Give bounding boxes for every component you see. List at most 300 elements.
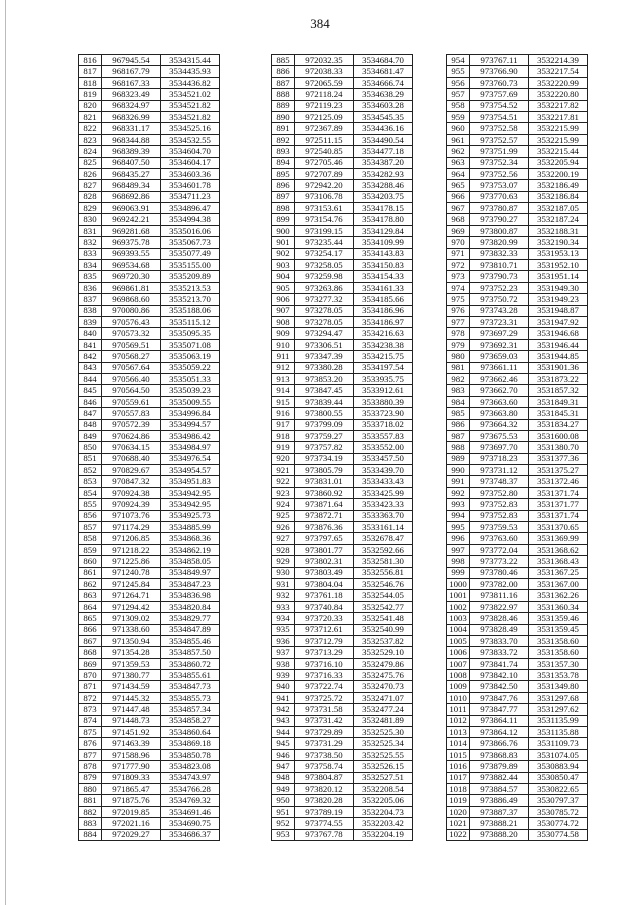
x-coordinate-cell: 969375.78 [102,237,161,248]
table-row [447,738,588,749]
y-coordinate-cell: 3530797.37 [529,795,588,806]
y-coordinate-cell: 3534601.78 [161,180,220,191]
table-row [447,647,588,658]
y-coordinate-cell: 3534984.97 [161,442,220,453]
table-row [79,385,220,396]
y-coordinate-cell: 3532215.99 [529,123,588,134]
y-coordinate-cell: 3532204.73 [354,806,413,817]
x-coordinate-cell: 973757.82 [295,442,354,453]
x-coordinate-cell: 973754.51 [470,111,529,122]
y-coordinate-cell: 3534743.97 [161,772,220,783]
y-coordinate-cell: 3534860.64 [161,727,220,738]
point-number-cell: 866 [79,624,102,635]
y-coordinate-cell: 3531349.80 [529,681,588,692]
point-number-cell: 1017 [447,772,470,783]
table-row [447,806,588,817]
point-number-cell: 848 [79,419,102,430]
y-coordinate-cell: 3530850.47 [529,772,588,783]
y-coordinate-cell: 3532477.24 [354,704,413,715]
x-coordinate-cell: 973800.55 [295,408,354,419]
x-coordinate-cell: 971451.92 [102,727,161,738]
point-number-cell: 858 [79,533,102,544]
x-coordinate-cell: 969242.21 [102,214,161,225]
y-coordinate-cell: 3531109.73 [529,738,588,749]
x-coordinate-cell: 973760.73 [470,77,529,88]
table-row [447,681,588,692]
y-coordinate-cell: 3531946.44 [529,339,588,350]
table-row [447,601,588,612]
x-coordinate-cell: 973712.61 [295,624,354,635]
point-number-cell: 905 [272,282,295,293]
y-coordinate-cell: 3535051.33 [161,373,220,384]
y-coordinate-cell: 3534666.74 [354,77,413,88]
point-number-cell: 890 [272,111,295,122]
x-coordinate-cell: 972942.20 [295,180,354,191]
point-number-cell: 894 [272,157,295,168]
point-number-cell: 995 [447,522,470,533]
x-coordinate-cell: 973879.89 [470,761,529,772]
table-row [447,829,588,840]
y-coordinate-cell: 3531297.68 [529,692,588,703]
x-coordinate-cell: 969868.60 [102,294,161,305]
point-number-cell: 984 [447,396,470,407]
table-row [447,624,588,635]
x-coordinate-cell: 973380.28 [295,362,354,373]
x-coordinate-cell: 970688.40 [102,453,161,464]
y-coordinate-cell: 3532526.15 [354,761,413,772]
table-row [79,647,220,658]
point-number-cell: 963 [447,157,470,168]
y-coordinate-cell: 3532529.10 [354,647,413,658]
y-coordinate-cell: 3531371.74 [529,510,588,521]
table-row [272,77,413,88]
table-row [79,362,220,373]
point-number-cell: 1004 [447,624,470,635]
point-number-cell: 898 [272,203,295,214]
table-row [447,339,588,350]
point-number-cell: 1008 [447,670,470,681]
table-row [272,89,413,100]
table-row [272,191,413,202]
table-row [447,795,588,806]
x-coordinate-cell: 970566.40 [102,373,161,384]
y-coordinate-cell: 3534925.73 [161,510,220,521]
table-row [79,465,220,476]
y-coordinate-cell: 3531901.36 [529,362,588,373]
point-number-cell: 868 [79,647,102,658]
y-coordinate-cell: 3532187.24 [529,214,588,225]
x-coordinate-cell: 973306.51 [295,339,354,350]
point-number-cell: 883 [79,818,102,829]
x-coordinate-cell: 971218.22 [102,544,161,555]
x-coordinate-cell: 973154.76 [295,214,354,225]
y-coordinate-cell: 3532217.54 [529,66,588,77]
table-row [447,578,588,589]
point-number-cell: 911 [272,351,295,362]
y-coordinate-cell: 3531949.30 [529,282,588,293]
table-row [79,544,220,555]
table-row [272,282,413,293]
y-coordinate-cell: 3534896.47 [161,203,220,214]
point-number-cell: 921 [272,465,295,476]
x-coordinate-cell: 972125.09 [295,111,354,122]
x-coordinate-cell: 973713.29 [295,647,354,658]
y-coordinate-cell: 3532525.34 [354,738,413,749]
binding-edge-line [5,0,6,905]
x-coordinate-cell: 973754.52 [470,100,529,111]
x-coordinate-cell: 971206.85 [102,533,161,544]
table-row [79,556,220,567]
x-coordinate-cell: 973804.87 [295,772,354,783]
table-row [447,55,588,66]
table-row [79,578,220,589]
table-row [447,487,588,498]
x-coordinate-cell: 970634.15 [102,442,161,453]
y-coordinate-cell: 3534850.78 [161,749,220,760]
table-row [79,419,220,430]
y-coordinate-cell: 3534686.37 [161,829,220,840]
table-row [272,647,413,658]
table-row [79,396,220,407]
y-coordinate-cell: 3531949.23 [529,294,588,305]
y-coordinate-cell: 3531375.27 [529,465,588,476]
x-coordinate-cell: 973839.44 [295,396,354,407]
table-row [447,704,588,715]
point-number-cell: 875 [79,727,102,738]
y-coordinate-cell: 3534315.44 [161,55,220,66]
table-row [447,430,588,441]
table-row [447,818,588,829]
table-row [79,123,220,134]
table-row [272,373,413,384]
table-row [79,111,220,122]
table-row [272,715,413,726]
point-number-cell: 882 [79,806,102,817]
y-coordinate-cell: 3534532.55 [161,134,220,145]
x-coordinate-cell: 973868.83 [470,749,529,760]
table-row [447,362,588,373]
point-number-cell: 830 [79,214,102,225]
point-number-cell: 855 [79,499,102,510]
y-coordinate-cell: 3532542.77 [354,601,413,612]
x-coordinate-cell: 971875.76 [102,795,161,806]
x-coordinate-cell: 969281.68 [102,225,161,236]
point-number-cell: 941 [272,692,295,703]
table-row [272,294,413,305]
point-number-cell: 953 [272,829,295,840]
x-coordinate-cell: 973761.18 [295,590,354,601]
y-coordinate-cell: 3532556.81 [354,567,413,578]
table-row [79,715,220,726]
x-coordinate-cell: 973797.65 [295,533,354,544]
point-number-cell: 907 [272,305,295,316]
table-row [272,430,413,441]
x-coordinate-cell: 971588.96 [102,749,161,760]
point-number-cell: 824 [79,146,102,157]
y-coordinate-cell: 3534435.93 [161,66,220,77]
point-number-cell: 1022 [447,829,470,840]
y-coordinate-cell: 3534829.77 [161,613,220,624]
table-row [272,635,413,646]
x-coordinate-cell: 973752.80 [470,487,529,498]
point-number-cell: 1013 [447,727,470,738]
x-coordinate-cell: 973842.10 [470,670,529,681]
y-coordinate-cell: 3531368.43 [529,556,588,567]
table-row [272,260,413,271]
point-number-cell: 912 [272,362,295,373]
point-number-cell: 853 [79,476,102,487]
x-coordinate-cell: 971264.71 [102,590,161,601]
x-coordinate-cell: 973751.99 [470,146,529,157]
table-row [447,77,588,88]
point-number-cell: 870 [79,670,102,681]
x-coordinate-cell: 972065.59 [295,77,354,88]
point-number-cell: 968 [447,214,470,225]
y-coordinate-cell: 3534711.23 [161,191,220,202]
point-number-cell: 946 [272,749,295,760]
table-row [79,784,220,795]
point-number-cell: 906 [272,294,295,305]
point-number-cell: 842 [79,351,102,362]
table-row [79,692,220,703]
point-number-cell: 969 [447,225,470,236]
point-number-cell: 885 [272,55,295,66]
point-number-cell: 957 [447,89,470,100]
point-number-cell: 900 [272,225,295,236]
point-number-cell: 827 [79,180,102,191]
table-row [272,408,413,419]
x-coordinate-cell: 973278.05 [295,316,354,327]
x-coordinate-cell: 973748.37 [470,476,529,487]
y-coordinate-cell: 3531857.32 [529,385,588,396]
x-coordinate-cell: 973811.16 [470,590,529,601]
point-number-cell: 940 [272,681,295,692]
point-number-cell: 918 [272,430,295,441]
y-coordinate-cell: 3531948.87 [529,305,588,316]
table-row [272,681,413,692]
y-coordinate-cell: 3534288.46 [354,180,413,191]
table-row [447,316,588,327]
point-number-cell: 828 [79,191,102,202]
coordinate-table [78,54,220,841]
x-coordinate-cell: 973774.55 [295,818,354,829]
y-coordinate-cell: 3534604.17 [161,157,220,168]
point-number-cell: 872 [79,692,102,703]
point-number-cell: 939 [272,670,295,681]
y-coordinate-cell: 3533880.39 [354,396,413,407]
x-coordinate-cell: 968692.86 [102,191,161,202]
point-number-cell: 951 [272,806,295,817]
x-coordinate-cell: 971240.78 [102,567,161,578]
y-coordinate-cell: 3534823.08 [161,761,220,772]
point-number-cell: 913 [272,373,295,384]
y-coordinate-cell: 3534490.54 [354,134,413,145]
table-row [272,465,413,476]
point-number-cell: 992 [447,487,470,498]
point-number-cell: 816 [79,55,102,66]
point-number-cell: 896 [272,180,295,191]
point-number-cell: 891 [272,123,295,134]
table-row [79,203,220,214]
point-number-cell: 936 [272,635,295,646]
table-row [79,373,220,384]
y-coordinate-cell: 3534436.82 [161,77,220,88]
point-number-cell: 910 [272,339,295,350]
x-coordinate-cell: 973731.12 [470,465,529,476]
x-coordinate-cell: 973820.99 [470,237,529,248]
table-row [447,556,588,567]
y-coordinate-cell: 3535209.89 [161,271,220,282]
point-number-cell: 926 [272,522,295,533]
table-row [447,727,588,738]
y-coordinate-cell: 3532190.34 [529,237,588,248]
y-coordinate-cell: 3532527.51 [354,772,413,783]
y-coordinate-cell: 3533363.70 [354,510,413,521]
x-coordinate-cell: 970569.51 [102,339,161,350]
x-coordinate-cell: 972119.23 [295,100,354,111]
point-number-cell: 1020 [447,806,470,817]
table-row [272,544,413,555]
table-row [272,385,413,396]
y-coordinate-cell: 3534860.72 [161,658,220,669]
x-coordinate-cell: 972029.27 [102,829,161,840]
table-row [272,66,413,77]
table-row [79,294,220,305]
point-number-cell: 934 [272,613,295,624]
table-row [447,294,588,305]
point-number-cell: 993 [447,499,470,510]
y-coordinate-cell: 3532205.06 [354,795,413,806]
y-coordinate-cell: 3531371.77 [529,499,588,510]
y-coordinate-cell: 3534387.20 [354,157,413,168]
x-coordinate-cell: 970557.83 [102,408,161,419]
x-coordinate-cell: 970564.50 [102,385,161,396]
table-row [272,271,413,282]
point-number-cell: 897 [272,191,295,202]
table-row [447,328,588,339]
point-number-cell: 937 [272,647,295,658]
table-row [79,157,220,168]
x-coordinate-cell: 973805.79 [295,465,354,476]
table-row [272,692,413,703]
y-coordinate-cell: 3531367.25 [529,567,588,578]
x-coordinate-cell: 973277.32 [295,294,354,305]
point-number-cell: 822 [79,123,102,134]
y-coordinate-cell: 3534942.95 [161,487,220,498]
x-coordinate-cell: 973752.58 [470,123,529,134]
x-coordinate-cell: 973752.57 [470,134,529,145]
x-coordinate-cell: 973780.46 [470,567,529,578]
y-coordinate-cell: 3534885.99 [161,522,220,533]
point-number-cell: 820 [79,100,102,111]
point-number-cell: 985 [447,408,470,419]
point-number-cell: 902 [272,248,295,259]
table-row [272,670,413,681]
point-number-cell: 903 [272,260,295,271]
table-row [447,203,588,214]
y-coordinate-cell: 3533161.14 [354,522,413,533]
y-coordinate-cell: 3532220.80 [529,89,588,100]
point-number-cell: 915 [272,396,295,407]
table-row [272,727,413,738]
point-number-cell: 961 [447,134,470,145]
table-row [79,214,220,225]
y-coordinate-cell: 3531357.30 [529,658,588,669]
y-coordinate-cell: 3532541.48 [354,613,413,624]
table-row [272,818,413,829]
table-row [447,305,588,316]
x-coordinate-cell: 969720.30 [102,271,161,282]
point-number-cell: 927 [272,533,295,544]
point-number-cell: 1018 [447,784,470,795]
table-row [79,738,220,749]
table-row [447,590,588,601]
y-coordinate-cell: 3533425.99 [354,487,413,498]
x-coordinate-cell: 973263.86 [295,282,354,293]
table-row [79,624,220,635]
x-coordinate-cell: 971174.29 [102,522,161,533]
table-row [272,829,413,840]
y-coordinate-cell: 3534216.63 [354,328,413,339]
table-row [79,453,220,464]
y-coordinate-cell: 3534681.47 [354,66,413,77]
table-row [447,214,588,225]
table-row [447,89,588,100]
y-coordinate-cell: 3534521.02 [161,89,220,100]
table-row [272,487,413,498]
x-coordinate-cell: 973860.92 [295,487,354,498]
x-coordinate-cell: 972511.15 [295,134,354,145]
x-coordinate-cell: 972019.85 [102,806,161,817]
x-coordinate-cell: 970829.67 [102,465,161,476]
x-coordinate-cell: 971448.73 [102,715,161,726]
table-row [447,635,588,646]
y-coordinate-cell: 3535009.55 [161,396,220,407]
y-coordinate-cell: 3535188.06 [161,305,220,316]
x-coordinate-cell: 970567.64 [102,362,161,373]
table-row [79,316,220,327]
point-number-cell: 878 [79,761,102,772]
y-coordinate-cell: 3531834.27 [529,419,588,430]
point-number-cell: 1000 [447,578,470,589]
table-row [272,556,413,567]
y-coordinate-cell: 3532592.66 [354,544,413,555]
y-coordinate-cell: 3534690.75 [161,818,220,829]
table-row [272,784,413,795]
point-number-cell: 860 [79,556,102,567]
table-row [79,351,220,362]
x-coordinate-cell: 973752.23 [470,282,529,293]
x-coordinate-cell: 973740.84 [295,601,354,612]
point-number-cell: 867 [79,635,102,646]
y-coordinate-cell: 3530785.72 [529,806,588,817]
y-coordinate-cell: 3531952.10 [529,260,588,271]
table-row [272,55,413,66]
y-coordinate-cell: 3532471.07 [354,692,413,703]
point-number-cell: 893 [272,146,295,157]
point-number-cell: 996 [447,533,470,544]
point-number-cell: 979 [447,339,470,350]
x-coordinate-cell: 973753.07 [470,180,529,191]
x-coordinate-cell: 971359.53 [102,658,161,669]
y-coordinate-cell: 3531368.62 [529,544,588,555]
point-number-cell: 952 [272,818,295,829]
x-coordinate-cell: 973725.72 [295,692,354,703]
table-row [79,260,220,271]
point-number-cell: 835 [79,271,102,282]
table-row [79,601,220,612]
table-row [447,465,588,476]
